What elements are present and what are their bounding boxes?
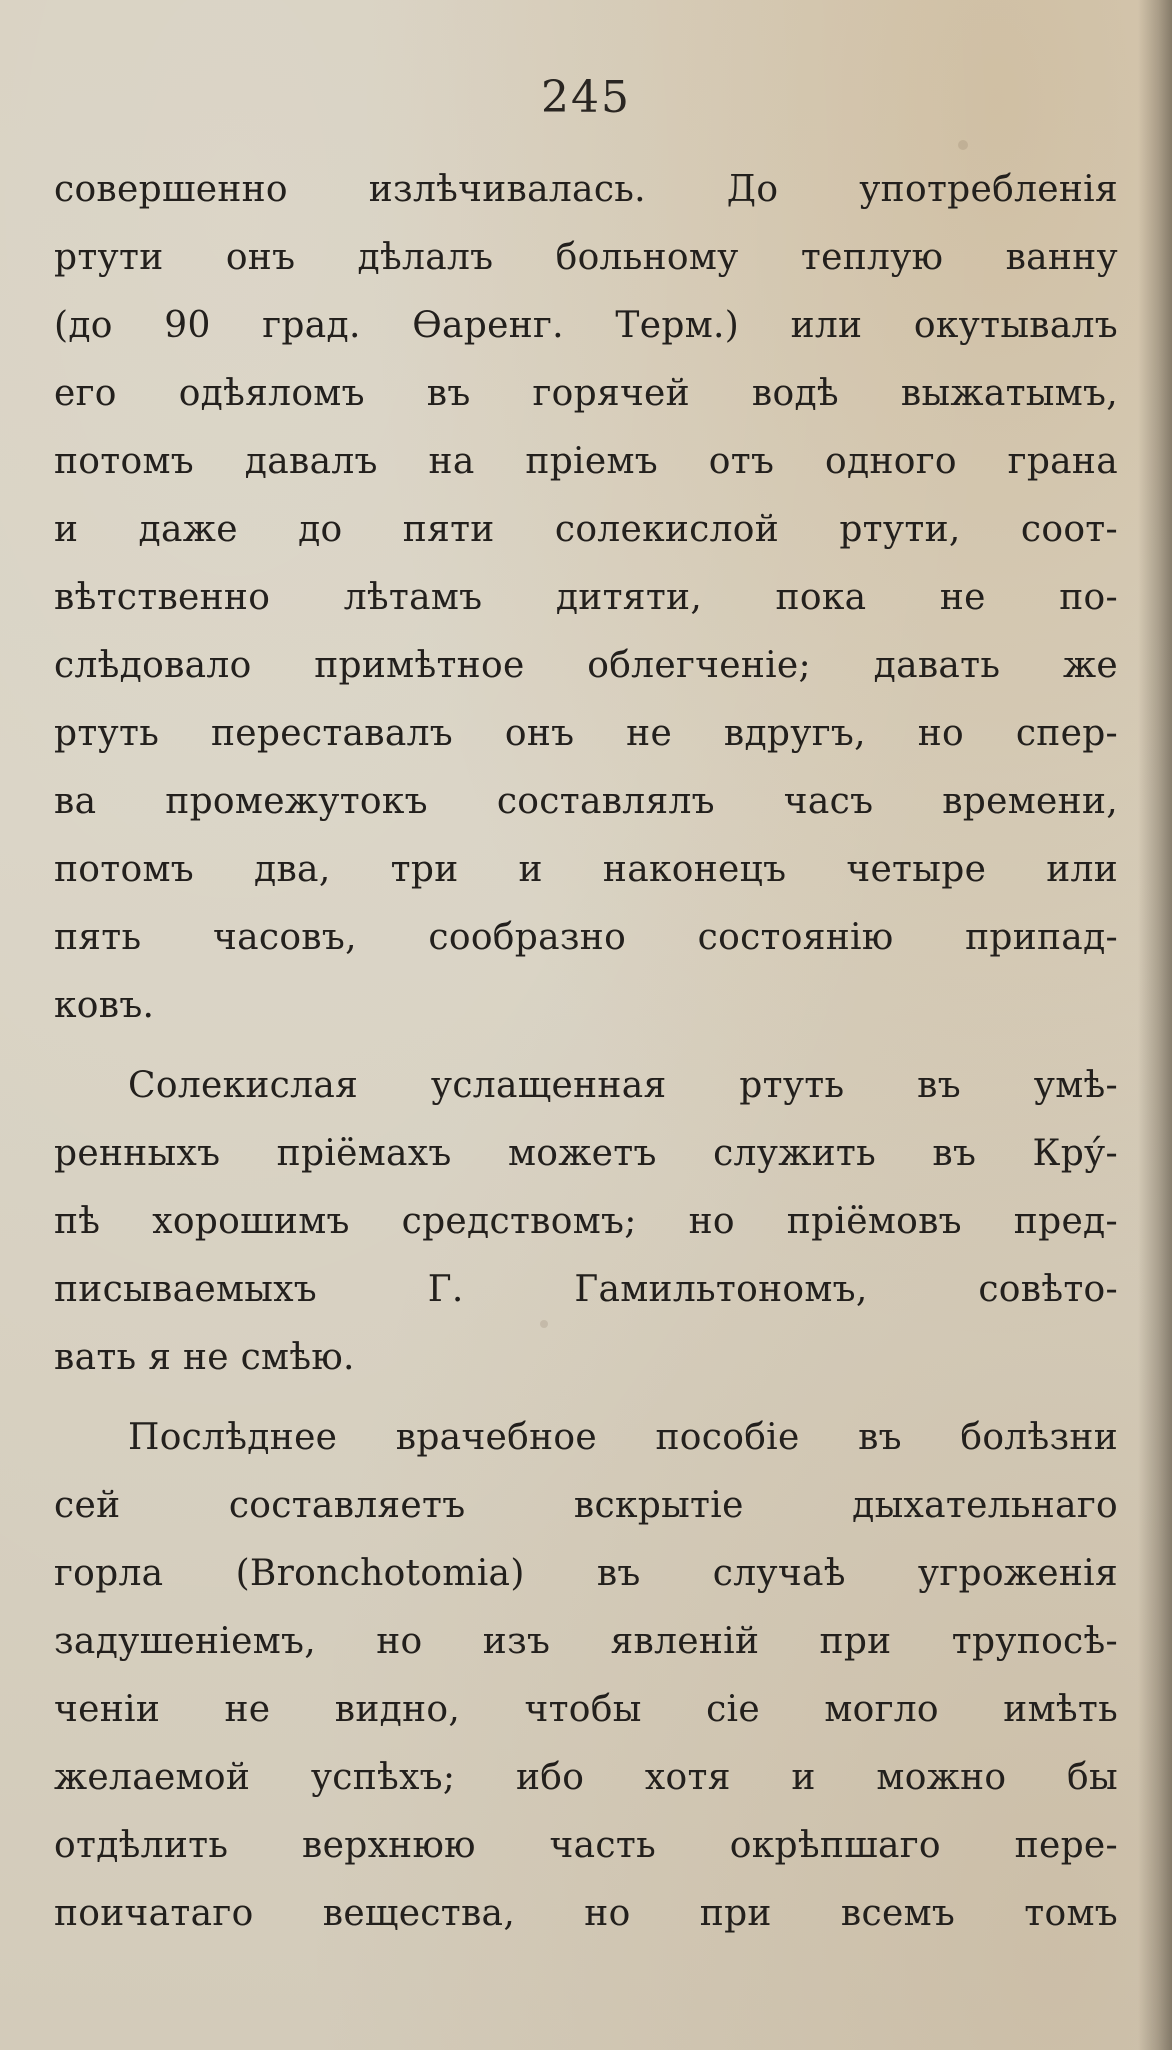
text-line: задушеніемъ, но изъ явленій при трупосѣ- <box>54 1621 1118 1662</box>
paragraph-1 <box>54 156 1118 1040</box>
text-line: потомъ два, три и наконецъ четыре или <box>54 849 1118 890</box>
body-text <box>54 156 1118 1960</box>
text-line: горла (Bronchotomia) въ случаѣ угроженія <box>54 1553 1118 1594</box>
text-line: вать я не смѣю. <box>54 1337 355 1378</box>
text-line: пѣ хорошимъ средствомъ; но пріёмовъ пред- <box>54 1201 1118 1242</box>
text-line: Солекислая услащенная ртуть въ умѣ- <box>128 1065 1118 1106</box>
text-line: его одѣяломъ въ горячей водѣ выжатымъ, <box>54 373 1118 414</box>
text-line: ртути онъ дѣлалъ больному теплую ванну <box>54 237 1118 278</box>
text-line: поичатаго вещества, но при всемъ томъ <box>54 1893 1118 1934</box>
text-line: ченіи не видно, чтобы сіе могло имѣть <box>54 1689 1118 1730</box>
paragraph-2 <box>54 1052 1118 1392</box>
text-line: желаемой успѣхъ; ибо хотя и можно бы <box>54 1757 1118 1798</box>
paper-stain <box>958 140 968 150</box>
text-line: ртуть переставалъ онъ не вдругъ, но спер- <box>54 713 1118 754</box>
text-line: писываемыхъ Г. Гамильтономъ, совѣто- <box>54 1269 1118 1310</box>
text-line: слѣдовало примѣтное облегченіе; давать же <box>54 645 1118 686</box>
text-line: совершенно излѣчивалась. До употребленія <box>54 169 1118 210</box>
text-line: Послѣднее врачебное пособіе въ болѣзни <box>128 1417 1118 1458</box>
text-line: вѣтственно лѣтамъ дитяти, пока не по- <box>54 577 1118 618</box>
text-line: отдѣлить верхнюю часть окрѣпшаго пере- <box>54 1825 1118 1866</box>
text-line: и даже до пяти солекислой ртути, соот- <box>54 509 1118 550</box>
text-line: ковъ. <box>54 985 155 1026</box>
page-number: 245 <box>541 72 631 123</box>
text-line: потомъ давалъ на пріемъ отъ одного грана <box>54 441 1118 482</box>
text-line: сей составляетъ вскрытіе дыхательнаго <box>54 1485 1118 1526</box>
paragraph-3 <box>54 1404 1118 1948</box>
text-line: пять часовъ, сообразно состоянію припад- <box>54 917 1118 958</box>
page-edge-shadow <box>1138 0 1172 2050</box>
text-line: ренныхъ пріёмахъ можетъ служить въ Кру́- <box>54 1133 1118 1174</box>
text-line: (до 90 град. Ѳаренг. Терм.) или окутывалъ <box>54 305 1118 346</box>
text-line: ва промежутокъ составлялъ часъ времени, <box>54 781 1118 822</box>
